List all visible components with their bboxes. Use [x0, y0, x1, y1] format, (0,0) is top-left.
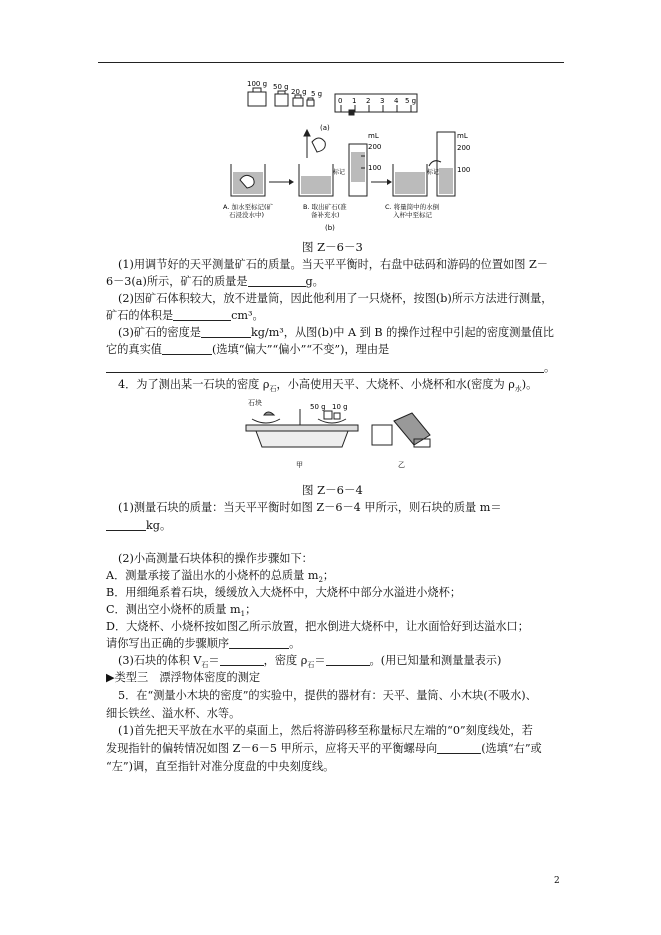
- q3-compare-blank: [162, 343, 212, 355]
- mark-label-c: 标记: [427, 169, 440, 176]
- beaker-a: [231, 164, 265, 196]
- figure-z-6-4: [238, 395, 438, 475]
- page-number: 2: [554, 876, 560, 886]
- type3-heading: ▶类型三 漂浮物体密度的测定: [106, 671, 261, 684]
- q3-mass-blank: [248, 275, 306, 287]
- weight-5g: 5 g: [311, 90, 323, 98]
- q3-p3-line2: 它的真实值 (选填“偏大”“偏小”“不变”)，理由是: [106, 343, 390, 356]
- balance-jia: [246, 409, 358, 447]
- q3-density-blank: [201, 326, 251, 338]
- q3-p2-line2: 矿石的体积是 cm³。: [106, 309, 264, 322]
- q5-line5: “左”)调，直至指针对准分度盘的中央刻度线。: [106, 760, 335, 773]
- part-b-label: (b): [325, 224, 335, 232]
- q4-order: 请你写出正确的步骤顺序 。: [106, 637, 301, 650]
- cylinder-1-200: 200: [368, 143, 382, 151]
- q4-p3: (3)石块的体积 $V_石=$ ，密度 $\rho_石=$ 。(用已知量和测量量表示): [118, 654, 502, 670]
- q4-p1-line2: kg。: [106, 518, 566, 534]
- q3-p1-line2: 6－3(a)所示，矿石的质量是 g。: [106, 275, 324, 288]
- step-c-line2: 入杯中至标记: [393, 211, 432, 219]
- q4-volume-blank: [220, 654, 264, 666]
- step-b-line2: 备补充水): [311, 211, 340, 219]
- q4-step-c: C．测出空小烧杯的质量 $m_1$；: [106, 603, 257, 619]
- q4-step-b: B．用细绳系着石块，缓缓放入大烧杯中，大烧杯中部分水溢进小烧杯；: [106, 586, 462, 599]
- scale-tick-0: 0: [338, 97, 343, 105]
- q5-line3: (1)首先把天平放在水平的桌面上，然后将游码移至称量标尺左端的“0”刻度线处，若: [118, 724, 533, 737]
- part-a-label: (a): [320, 124, 330, 132]
- q4-title: 4．为了测出某一石块的密度 $\rho_石$，小高使用天平、大烧杯、小烧杯和水(密度为 $\rho_水$)。: [118, 378, 538, 394]
- fig-jia-label: 甲: [296, 461, 303, 469]
- step-b-line1: B. 取出矿石(准: [303, 203, 347, 211]
- mark-label-b: 标记: [333, 169, 346, 176]
- q4-density-blank: [326, 654, 370, 666]
- cylinder-1: [349, 144, 367, 196]
- step-c-line1: C. 将量筒中的水倒: [385, 203, 440, 211]
- q5-line1: 5．在“测量小木块的密度”的实验中，提供的器材有：天平、量筒、小木块(不吸水)、: [118, 689, 537, 702]
- step-a-line1: A. 加水至标记(矿: [223, 203, 274, 211]
- q5-direction-blank: [437, 742, 481, 754]
- q3-volume-blank: [173, 309, 231, 321]
- q4-p1-line1: (1)测量石块的质量：当天平平衡时如图 Z－6－4 甲所示，则石块的质量 m＝: [118, 501, 502, 514]
- q4-order-blank: [229, 637, 289, 649]
- beaker-c: [393, 164, 427, 196]
- q5-line4: 发现指针的偏转情况如图 Z－6－5 甲所示，应将天平的平衡螺母向 (选填“右”或: [106, 742, 542, 755]
- overflow-setup-yi: [372, 413, 430, 447]
- weight-50g: 50 g: [273, 83, 289, 91]
- step-a-line2: 石浸没水中): [229, 211, 265, 219]
- scale-tick-4: 4: [394, 97, 399, 105]
- header-rule: [98, 62, 564, 63]
- scale-tick-5: 5 g: [405, 97, 417, 105]
- q4-step-a: A．测量承接了溢出水的小烧杯的总质量 $m_2$；: [106, 569, 335, 585]
- caption-z-6-4: 图 Z－6－4: [302, 483, 363, 497]
- caption-z-6-3: 图 Z－6－3: [302, 240, 363, 254]
- q3-p1-line1: (1)用调节好的天平测量矿石的质量。当天平平衡时，右盘中砝码和游码的位置如图 Z－: [118, 258, 548, 271]
- fig-10g-label: 10 g: [332, 403, 348, 411]
- weight-20g: 20 g: [291, 88, 307, 96]
- beaker-b: [299, 130, 333, 196]
- q4-step-d: D．大烧杯、小烧杯按如图乙所示放置，把水倒进大烧杯中，让水面恰好到达溢水口；: [106, 620, 529, 633]
- scale-tick-3: 3: [380, 97, 385, 105]
- q3-reason-blank: [106, 361, 544, 373]
- cylinder-1-100: 100: [368, 164, 382, 172]
- fig-weights-label: 50 g: [310, 403, 326, 411]
- q5-line2: 细长铁丝、溢水杯、水等。: [106, 707, 241, 720]
- cylinder-1-unit: mL: [368, 132, 379, 140]
- scale-tick-1: 1: [352, 97, 357, 105]
- q3-p3-line3: 。: [106, 360, 566, 376]
- figure-z-6-3: [215, 72, 475, 242]
- cylinder-2-200: 200: [457, 144, 471, 152]
- q4-p2-title: (2)小高测量石块体积的操作步骤如下：: [118, 552, 313, 565]
- cylinder-2: [429, 132, 455, 196]
- fig-stone-label: 石块: [248, 399, 262, 407]
- cylinder-2-100: 100: [457, 166, 471, 174]
- fig-yi-label: 乙: [398, 461, 405, 469]
- scale-tick-2: 2: [366, 97, 371, 105]
- cylinder-2-unit: mL: [457, 132, 468, 140]
- q3-p2-line1: (2)因矿石体积较大，放不进量筒，因此他利用了一只烧杯，按图(b)所示方法进行测量，: [118, 292, 553, 305]
- q4-mass-blank: [106, 519, 146, 531]
- q3-p3-line1: (3)矿石的密度是 kg/m³，从图(b)中 A 到 B 的操作过程中引起的密度测量值比: [118, 326, 554, 339]
- weight-100g: 100 g: [247, 80, 268, 88]
